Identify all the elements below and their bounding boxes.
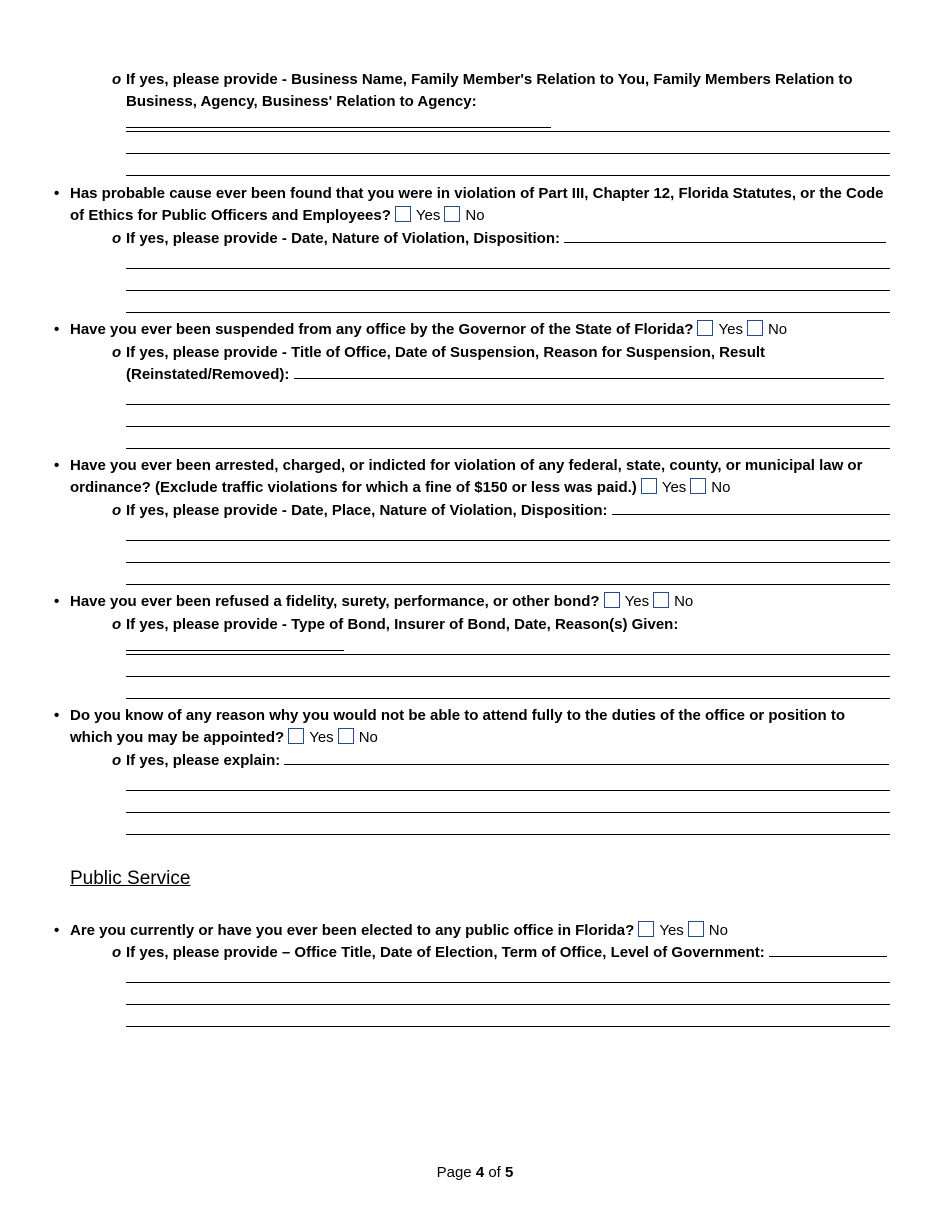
sub-item-text: If yes, please provide - Business Name, Family Member's Relation to You, Family Members Relation to (126, 71, 853, 88)
answer-field[interactable] (126, 636, 344, 651)
answer-line[interactable] (126, 290, 890, 291)
yes-checkbox[interactable] (638, 921, 654, 937)
no-label: No (711, 479, 731, 496)
answer-line[interactable] (126, 268, 890, 269)
no-label: No (708, 922, 728, 939)
question-elected-public-office (54, 920, 894, 942)
circle-bullet-icon: o (112, 752, 122, 769)
no-label: No (767, 321, 788, 338)
bullet-icon: • (54, 321, 60, 338)
answer-field[interactable] (126, 113, 551, 128)
total-pages: 5 (505, 1164, 514, 1181)
sub-item-text: If yes, please provide - Date, Place, Nature of Violation, Disposition: (126, 502, 608, 519)
bullet-icon: • (54, 593, 60, 610)
answer-field[interactable] (284, 750, 889, 765)
no-label: No (358, 729, 378, 746)
sub-item-text: If yes, please explain: (126, 752, 281, 769)
question-text: Have you ever been refused a fidelity, surety, performance, or other bond? (70, 593, 600, 610)
answer-line[interactable] (126, 1026, 890, 1027)
yes-checkbox[interactable] (395, 206, 411, 222)
question-text: Has probable cause ever been found that you were in violation of Part III, Chapter 12, Florida Statutes, or the Code (70, 185, 884, 202)
no-label: No (674, 593, 694, 610)
answer-line[interactable] (126, 153, 890, 154)
yes-label: Yes (661, 479, 687, 496)
circle-bullet-icon: o (112, 502, 122, 519)
sub-item-suspension-details (112, 342, 892, 386)
yes-checkbox[interactable] (604, 592, 620, 608)
yes-checkbox[interactable] (288, 728, 304, 744)
sub-item-office-details (112, 942, 892, 964)
question-text: Have you ever been suspended from any office by the Governor of the State of Florida? (70, 321, 694, 338)
page-of-label: of (488, 1164, 501, 1181)
question-text: ordinance? (Exclude traffic violations for which a fine of $150 or less was paid.) (70, 479, 637, 496)
page-number (0, 1164, 950, 1181)
answer-line[interactable] (126, 1004, 890, 1005)
answer-field[interactable] (612, 500, 890, 515)
sub-item-text: If yes, please provide – Office Title, Date of Election, Term of Office, Level of Government: (126, 944, 765, 961)
question-text: which you may be appointed? (70, 729, 285, 746)
sub-item-text: If yes, please provide - Title of Office, Date of Suspension, Reason for Suspension, Result (126, 344, 766, 361)
circle-bullet-icon: o (112, 616, 122, 633)
no-checkbox[interactable] (653, 592, 669, 608)
no-checkbox[interactable] (688, 921, 704, 937)
yes-label: Yes (624, 593, 650, 610)
yes-label: Yes (415, 207, 441, 224)
no-checkbox[interactable] (690, 478, 706, 494)
answer-line[interactable] (126, 654, 890, 655)
sub-item-business-relations (112, 69, 892, 135)
yes-label: Yes (718, 321, 743, 338)
answer-line[interactable] (126, 676, 890, 677)
bullet-icon: • (54, 457, 60, 474)
question-text: of Ethics for Public Officers and Employees? (70, 207, 391, 224)
answer-field[interactable] (564, 228, 886, 243)
answer-line[interactable] (126, 131, 890, 132)
sub-item-arrest-details (112, 500, 892, 522)
page-label: Page (436, 1164, 472, 1181)
question-ethics-violation (54, 183, 894, 227)
question-text: Do you know of any reason why you would not be able to attend fully to the duties of the office or position to (70, 707, 846, 724)
answer-line[interactable] (126, 562, 890, 563)
yes-label: Yes (309, 729, 334, 746)
no-checkbox[interactable] (444, 206, 460, 222)
question-refused-bond (54, 591, 894, 613)
answer-line[interactable] (126, 698, 890, 699)
answer-line[interactable] (126, 448, 890, 449)
answer-line[interactable] (126, 790, 890, 791)
yes-checkbox[interactable] (641, 478, 657, 494)
answer-line[interactable] (126, 834, 890, 835)
sub-item-text: If yes, please provide - Date, Nature of Violation, Disposition: (126, 230, 560, 247)
section-heading-public-service: Public Service (70, 868, 191, 889)
bullet-icon: • (54, 185, 60, 202)
question-attend-duties (54, 705, 894, 749)
circle-bullet-icon: o (112, 344, 122, 361)
answer-line[interactable] (126, 982, 890, 983)
no-checkbox[interactable] (338, 728, 354, 744)
yes-checkbox[interactable] (697, 320, 713, 336)
circle-bullet-icon: o (112, 230, 122, 247)
question-suspended-from-office (54, 319, 894, 341)
answer-line[interactable] (126, 812, 890, 813)
answer-line[interactable] (126, 426, 890, 427)
bullet-icon: • (54, 707, 60, 724)
answer-line[interactable] (126, 175, 890, 176)
answer-field[interactable] (769, 942, 887, 957)
question-text: Are you currently or have you ever been elected to any public office in Florida? (70, 922, 635, 939)
answer-field[interactable] (294, 364, 884, 379)
sub-item-bond-details (112, 614, 892, 658)
bullet-icon: • (54, 922, 60, 939)
circle-bullet-icon: o (112, 71, 122, 88)
sub-item-explain (112, 750, 892, 772)
no-label: No (465, 207, 485, 224)
answer-line[interactable] (126, 404, 890, 405)
sub-item-violation-details (112, 228, 892, 250)
question-text: Have you ever been arrested, charged, or indicted for violation of any federal, state, county, or municipal law or (70, 457, 863, 474)
circle-bullet-icon: o (112, 944, 122, 961)
question-arrested-charged (54, 455, 894, 499)
answer-line[interactable] (126, 312, 890, 313)
sub-item-text: If yes, please provide - Type of Bond, Insurer of Bond, Date, Reason(s) Given: (126, 616, 679, 633)
answer-line[interactable] (126, 540, 890, 541)
answer-line[interactable] (126, 584, 890, 585)
sub-item-text: Business, Agency, Business' Relation to Agency: (126, 93, 477, 110)
no-checkbox[interactable] (747, 320, 763, 336)
current-page: 4 (475, 1164, 485, 1181)
sub-item-text: (Reinstated/Removed): (126, 366, 290, 383)
yes-label: Yes (659, 922, 684, 939)
